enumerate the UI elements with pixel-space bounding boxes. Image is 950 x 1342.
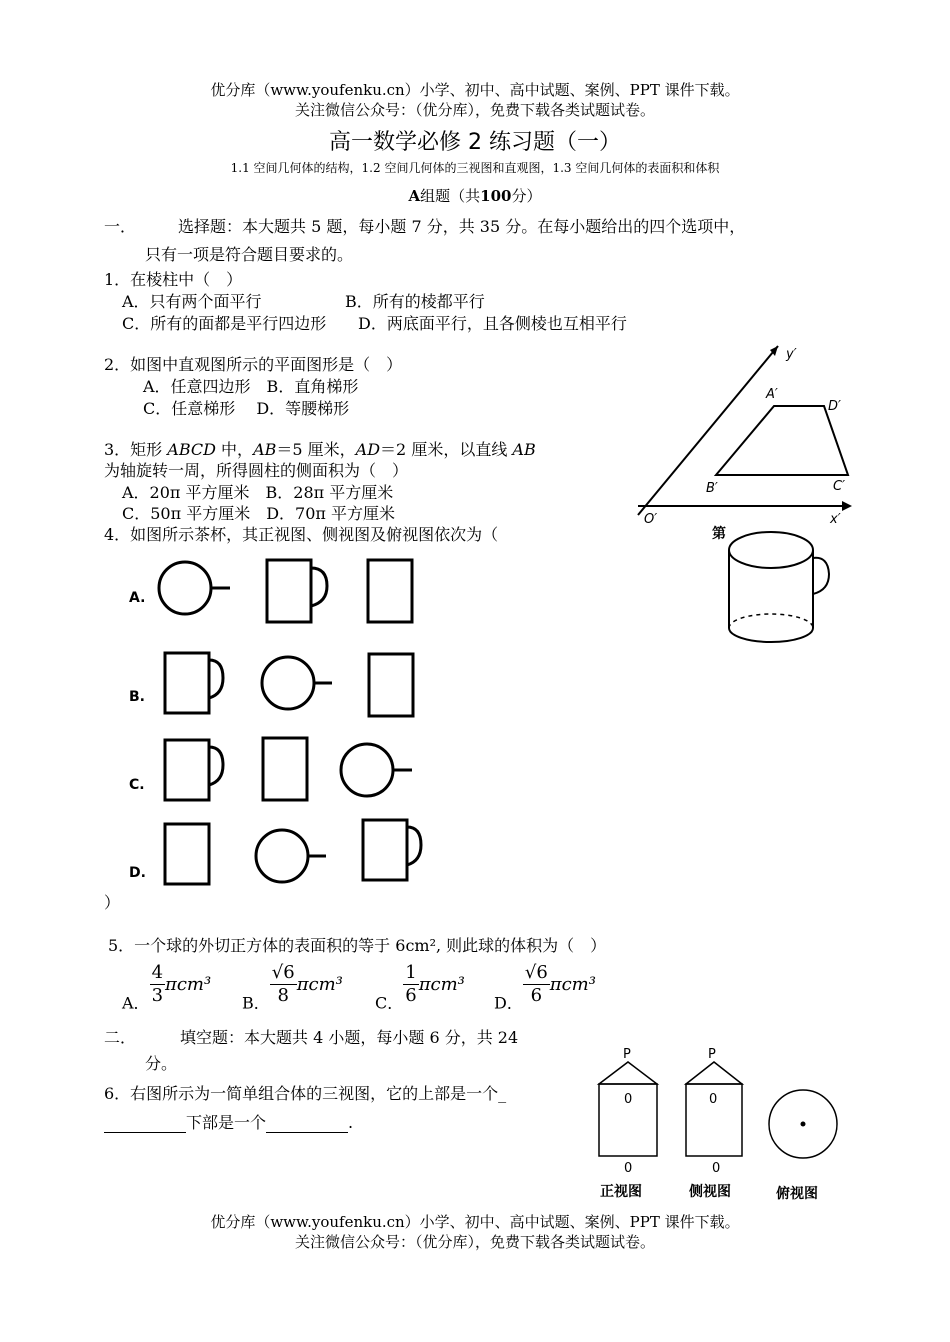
front-view-triangle <box>599 1062 657 1084</box>
b-mug-body <box>165 653 209 713</box>
q4-label-a: A. <box>129 590 146 606</box>
section2-line2: 分。 <box>145 1054 178 1073</box>
label-o: O′ <box>644 512 658 527</box>
label-d: D′ <box>828 399 841 414</box>
c-mug-handle <box>209 747 223 785</box>
q6-blank-1[interactable] <box>104 1118 186 1133</box>
section1-number: 一． <box>104 217 137 236</box>
label-c: C′ <box>833 479 846 494</box>
section2-number: 二． <box>104 1028 137 1047</box>
group-heading <box>0 185 950 206</box>
q4-label-d: D. <box>129 865 146 881</box>
oblique-trapezoid-figure <box>628 340 858 540</box>
side-view-caption: 侧视图 <box>689 1184 731 1200</box>
q5-d-unit: πcm³ <box>549 974 596 995</box>
top-view-center-dot <box>801 1122 806 1127</box>
q4-options-figure <box>125 550 445 895</box>
b-circle-view <box>262 657 314 709</box>
header-line-1: 优分库（www.youfenku.cn）小学、初中、高中试题、案例、PPT 课件下载。 <box>210 81 740 99</box>
q5-d-num: √6 <box>524 962 548 983</box>
q3-text-1: 3．矩形 <box>104 440 168 459</box>
a-circle-view <box>159 562 211 614</box>
q3-ab-2: AB <box>512 440 536 459</box>
q6-mid: 下部是一个 <box>186 1113 267 1132</box>
c-mug-body <box>165 740 209 800</box>
q6-blank-2[interactable] <box>266 1118 348 1133</box>
q3-options-ab: A．20π 平方厘米 B．28π 平方厘米 <box>122 483 394 502</box>
q5-c-num: 1 <box>405 962 417 983</box>
d-circle-view <box>256 830 308 882</box>
q2-options-cd: C．任意梯形 D．等腰梯形 <box>143 399 350 418</box>
q3-text-2: 中， <box>215 440 254 459</box>
q6-blanks <box>104 1110 353 1133</box>
subtitle: 1.1 空间几何体的结构，1.2 空间几何体的三视图和直观图，1.3 空间几何体的表面积和体积 <box>230 161 720 175</box>
q1-stem: 1．在棱柱中（ ） <box>104 270 243 289</box>
q5-option-b <box>242 962 343 1014</box>
q5-c-label: C． <box>375 993 404 1013</box>
label-b: B′ <box>706 481 718 496</box>
q5-a-label: A． <box>122 993 150 1013</box>
footer-line-2: 关注微信公众号：（优分库），免费下载各类试题试卷。 <box>294 1233 655 1251</box>
side-view-p: P <box>708 1047 716 1062</box>
a-rect-view <box>368 560 412 622</box>
q1-option-d: D．两底面平行，且各侧棱也互相平行 <box>358 314 627 333</box>
section2-line1: 填空题：本大题共 4 小题，每小题 6 分，共 24 <box>180 1028 519 1047</box>
x-axis-arrow <box>842 501 852 511</box>
q5-a-unit: πcm³ <box>165 974 212 995</box>
section1-line1: 选择题：本大题共 5 题，每小题 7 分，共 35 分。在每小题给出的四个选项中， <box>178 217 746 236</box>
q5-b-label: B． <box>242 993 270 1013</box>
front-view-o-top: 0 <box>624 1092 633 1107</box>
front-view-p: P <box>623 1047 631 1062</box>
q5-a-den: 3 <box>151 985 164 1006</box>
group-end: 分） <box>511 187 542 205</box>
q3-options-cd: C．50π 平方厘米 D．70π 平方厘米 <box>122 504 395 523</box>
d-mug-body <box>363 820 407 880</box>
q2-stem: 2．如图中直观图所示的平面图形是（ ） <box>104 355 403 374</box>
section1-line2: 只有一项是符合题目要求的。 <box>145 245 354 264</box>
mug-top-ellipse <box>729 532 813 568</box>
q5-c-unit: πcm³ <box>418 974 465 995</box>
q5-option-d <box>494 962 596 1014</box>
q1-option-a: A．只有两个面平行 <box>122 292 262 311</box>
b-rect-view <box>369 654 413 716</box>
side-view-triangle <box>686 1062 742 1084</box>
d-rect-view <box>165 824 209 884</box>
q5-d-den: 6 <box>530 985 543 1006</box>
b-mug-handle <box>209 660 223 698</box>
q6-end: . <box>348 1113 354 1132</box>
q3-ad: AD <box>355 440 381 459</box>
page-title: 高一数学必修 2 练习题（一） <box>329 130 621 155</box>
side-view-o-top: 0 <box>709 1092 718 1107</box>
label-y: y′ <box>786 347 797 362</box>
q5-d-label: D． <box>494 993 523 1013</box>
front-view-o-bottom: 0 <box>624 1161 633 1176</box>
q4-label-b: B. <box>129 689 145 705</box>
mug-bottom-front <box>729 628 813 642</box>
c-circle-view <box>341 744 393 796</box>
group-mid: 组题（共 <box>420 187 481 205</box>
c-rect-view <box>263 738 307 800</box>
q3-abcd: ABCD <box>167 440 216 459</box>
q3-ab: AB <box>253 440 277 459</box>
q5-option-a <box>122 962 211 1014</box>
q4-stem: 4．如图所示茶杯，其正视图、侧视图及俯视图依次为（ <box>104 525 499 544</box>
mug-3d-figure <box>708 520 838 650</box>
label-x: x′ <box>830 512 841 527</box>
q4-label-c: C. <box>129 777 145 793</box>
label-a: A′ <box>766 387 778 402</box>
mug-handle <box>813 558 829 594</box>
q1-option-c: C．所有的面都是平行四边形 <box>122 314 327 333</box>
group-score: 100 <box>480 187 512 205</box>
q5-c-den: 6 <box>405 985 417 1006</box>
footer-line-1: 优分库（www.youfenku.cn）小学、初中、高中试题、案例、PPT 课件下载。 <box>210 1213 740 1231</box>
q5-option-c <box>375 962 465 1014</box>
q3-line2: 为轴旋转一周，所得圆柱的侧面积为（ ） <box>104 461 409 480</box>
q5-b-den: 8 <box>277 985 289 1006</box>
three-views-figure <box>590 1040 850 1205</box>
figure-partial-label: 第 <box>712 526 726 542</box>
q2-options-ab: A．任意四边形 B．直角梯形 <box>143 377 359 396</box>
q1-option-b: B．所有的棱都平行 <box>345 292 485 311</box>
q3-text-3: ＝5 厘米， <box>276 440 356 459</box>
q5-b-unit: πcm³ <box>296 974 343 995</box>
q3-stem <box>104 437 536 460</box>
group-label: A <box>408 187 421 205</box>
q4-close-paren: ） <box>104 893 121 912</box>
q5-b-num: √6 <box>271 962 295 983</box>
header-line-2: 关注微信公众号：（优分库），免费下载各类试题试卷。 <box>294 101 655 119</box>
front-view-caption: 正视图 <box>600 1184 642 1200</box>
d-mug-handle <box>407 827 421 865</box>
mug-bottom-back <box>729 614 813 628</box>
q6-stem: 6．右图所示为一简单组合体的三视图，它的上部是一个_ <box>104 1084 507 1103</box>
a-mug-body <box>267 560 311 622</box>
q3-text-4: ＝2 厘米，以直线 <box>380 440 513 459</box>
trapezoid-abcd <box>716 406 848 475</box>
a-mug-handle <box>311 568 327 606</box>
q5-stem: 5．一个球的外切正方体的表面积的等于 6cm², 则此球的体积为（ ） <box>108 936 607 955</box>
q5-a-num: 4 <box>151 962 164 983</box>
top-view-caption: 俯视图 <box>776 1186 818 1202</box>
side-view-o-bottom: 0 <box>712 1161 721 1176</box>
